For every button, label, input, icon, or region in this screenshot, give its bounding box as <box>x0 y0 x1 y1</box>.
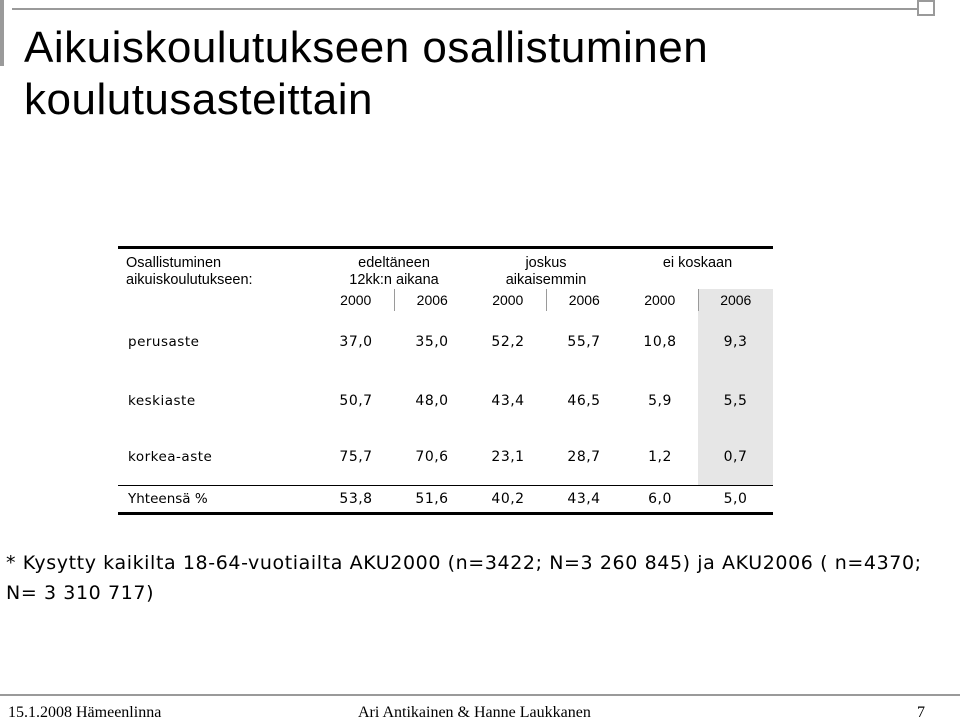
year-cell: 2006 <box>546 289 622 311</box>
group-header-12kk <box>318 248 470 290</box>
value-cell: 23,1 <box>491 449 525 465</box>
row-label: perusaste <box>128 334 200 350</box>
year-cell: 2006 <box>394 289 470 311</box>
group-ei-koskaan-line-1: ei koskaan <box>662 255 733 271</box>
value-cell: 10,8 <box>643 334 677 350</box>
footer-divider <box>0 694 960 696</box>
year-cell: 2000 <box>644 292 676 308</box>
year-cell: 2006 <box>698 289 773 311</box>
year-cell: 2000 <box>340 292 372 308</box>
header-label-cell <box>118 248 318 290</box>
title-line-1: Aikuiskoulutukseen osallistuminen <box>24 23 709 72</box>
group-header-joskus <box>470 248 622 290</box>
value-cell: 9,3 <box>698 311 773 373</box>
header-label-line-1: Osallistuminen <box>126 255 222 271</box>
year-cell: 2000 <box>492 292 524 308</box>
group-header-ei-koskaan <box>622 248 773 290</box>
value-cell: 75,7 <box>339 449 373 465</box>
table-row <box>118 429 773 486</box>
table-row <box>118 311 773 373</box>
value-cell: 0,7 <box>698 429 773 486</box>
value-cell: 52,2 <box>491 334 525 350</box>
group-12kk-line-1: edeltäneen <box>358 255 430 271</box>
top-accent-line <box>12 8 917 10</box>
value-cell: 5,9 <box>648 393 672 409</box>
table-row <box>118 373 773 429</box>
value-cell: 1,2 <box>648 449 672 465</box>
title-line-2: koulutusasteittain <box>24 75 373 124</box>
value-cell: 70,6 <box>415 449 449 465</box>
corner-square-decoration <box>917 0 935 16</box>
participation-table <box>118 246 773 515</box>
value-cell: 28,7 <box>567 449 601 465</box>
value-cell: 35,0 <box>415 334 449 350</box>
header-label-line-2: aikuiskoulutukseen: <box>126 272 253 288</box>
value-cell: 50,7 <box>339 393 373 409</box>
total-row <box>118 486 773 514</box>
total-label: Yhteensä % <box>118 486 318 514</box>
footnote: * Kysytty kaikilta 18-64-vuotiailta AKU2000 (n=3422; N=3 260 845) ja AKU2006 ( n=4370; N= 3 310 717) <box>6 552 922 604</box>
value-cell: 5,5 <box>698 373 773 429</box>
total-value-cell: 51,6 <box>394 486 470 514</box>
group-12kk-line-2: 12kk:n aikana <box>349 272 439 288</box>
footer-authors: Ari Antikainen & Hanne Laukkanen <box>358 704 591 721</box>
value-cell: 48,0 <box>415 393 449 409</box>
total-value-cell: 6,0 <box>622 486 698 514</box>
footer-date-place: 15.1.2008 Hämeenlinna <box>8 704 162 721</box>
slide-title <box>24 22 708 126</box>
row-label: korkea-aste <box>128 449 213 465</box>
group-joskus-line-1: joskus <box>525 255 567 271</box>
value-cell: 43,4 <box>491 393 525 409</box>
year-row-spacer <box>118 289 318 311</box>
total-value-cell: 53,8 <box>318 486 394 514</box>
left-accent-bar <box>0 0 4 66</box>
group-joskus-line-2: aikaisemmin <box>505 272 587 288</box>
value-cell: 37,0 <box>339 334 373 350</box>
footer-page-number: 7 <box>917 704 925 721</box>
total-value-cell: 40,2 <box>470 486 546 514</box>
row-label: keskiaste <box>128 393 196 409</box>
header-row <box>118 248 773 290</box>
total-value-cell: 43,4 <box>546 486 622 514</box>
value-cell: 46,5 <box>567 393 601 409</box>
value-cell: 55,7 <box>567 334 601 350</box>
year-row <box>118 289 773 311</box>
total-value-cell: 5,0 <box>698 486 773 514</box>
